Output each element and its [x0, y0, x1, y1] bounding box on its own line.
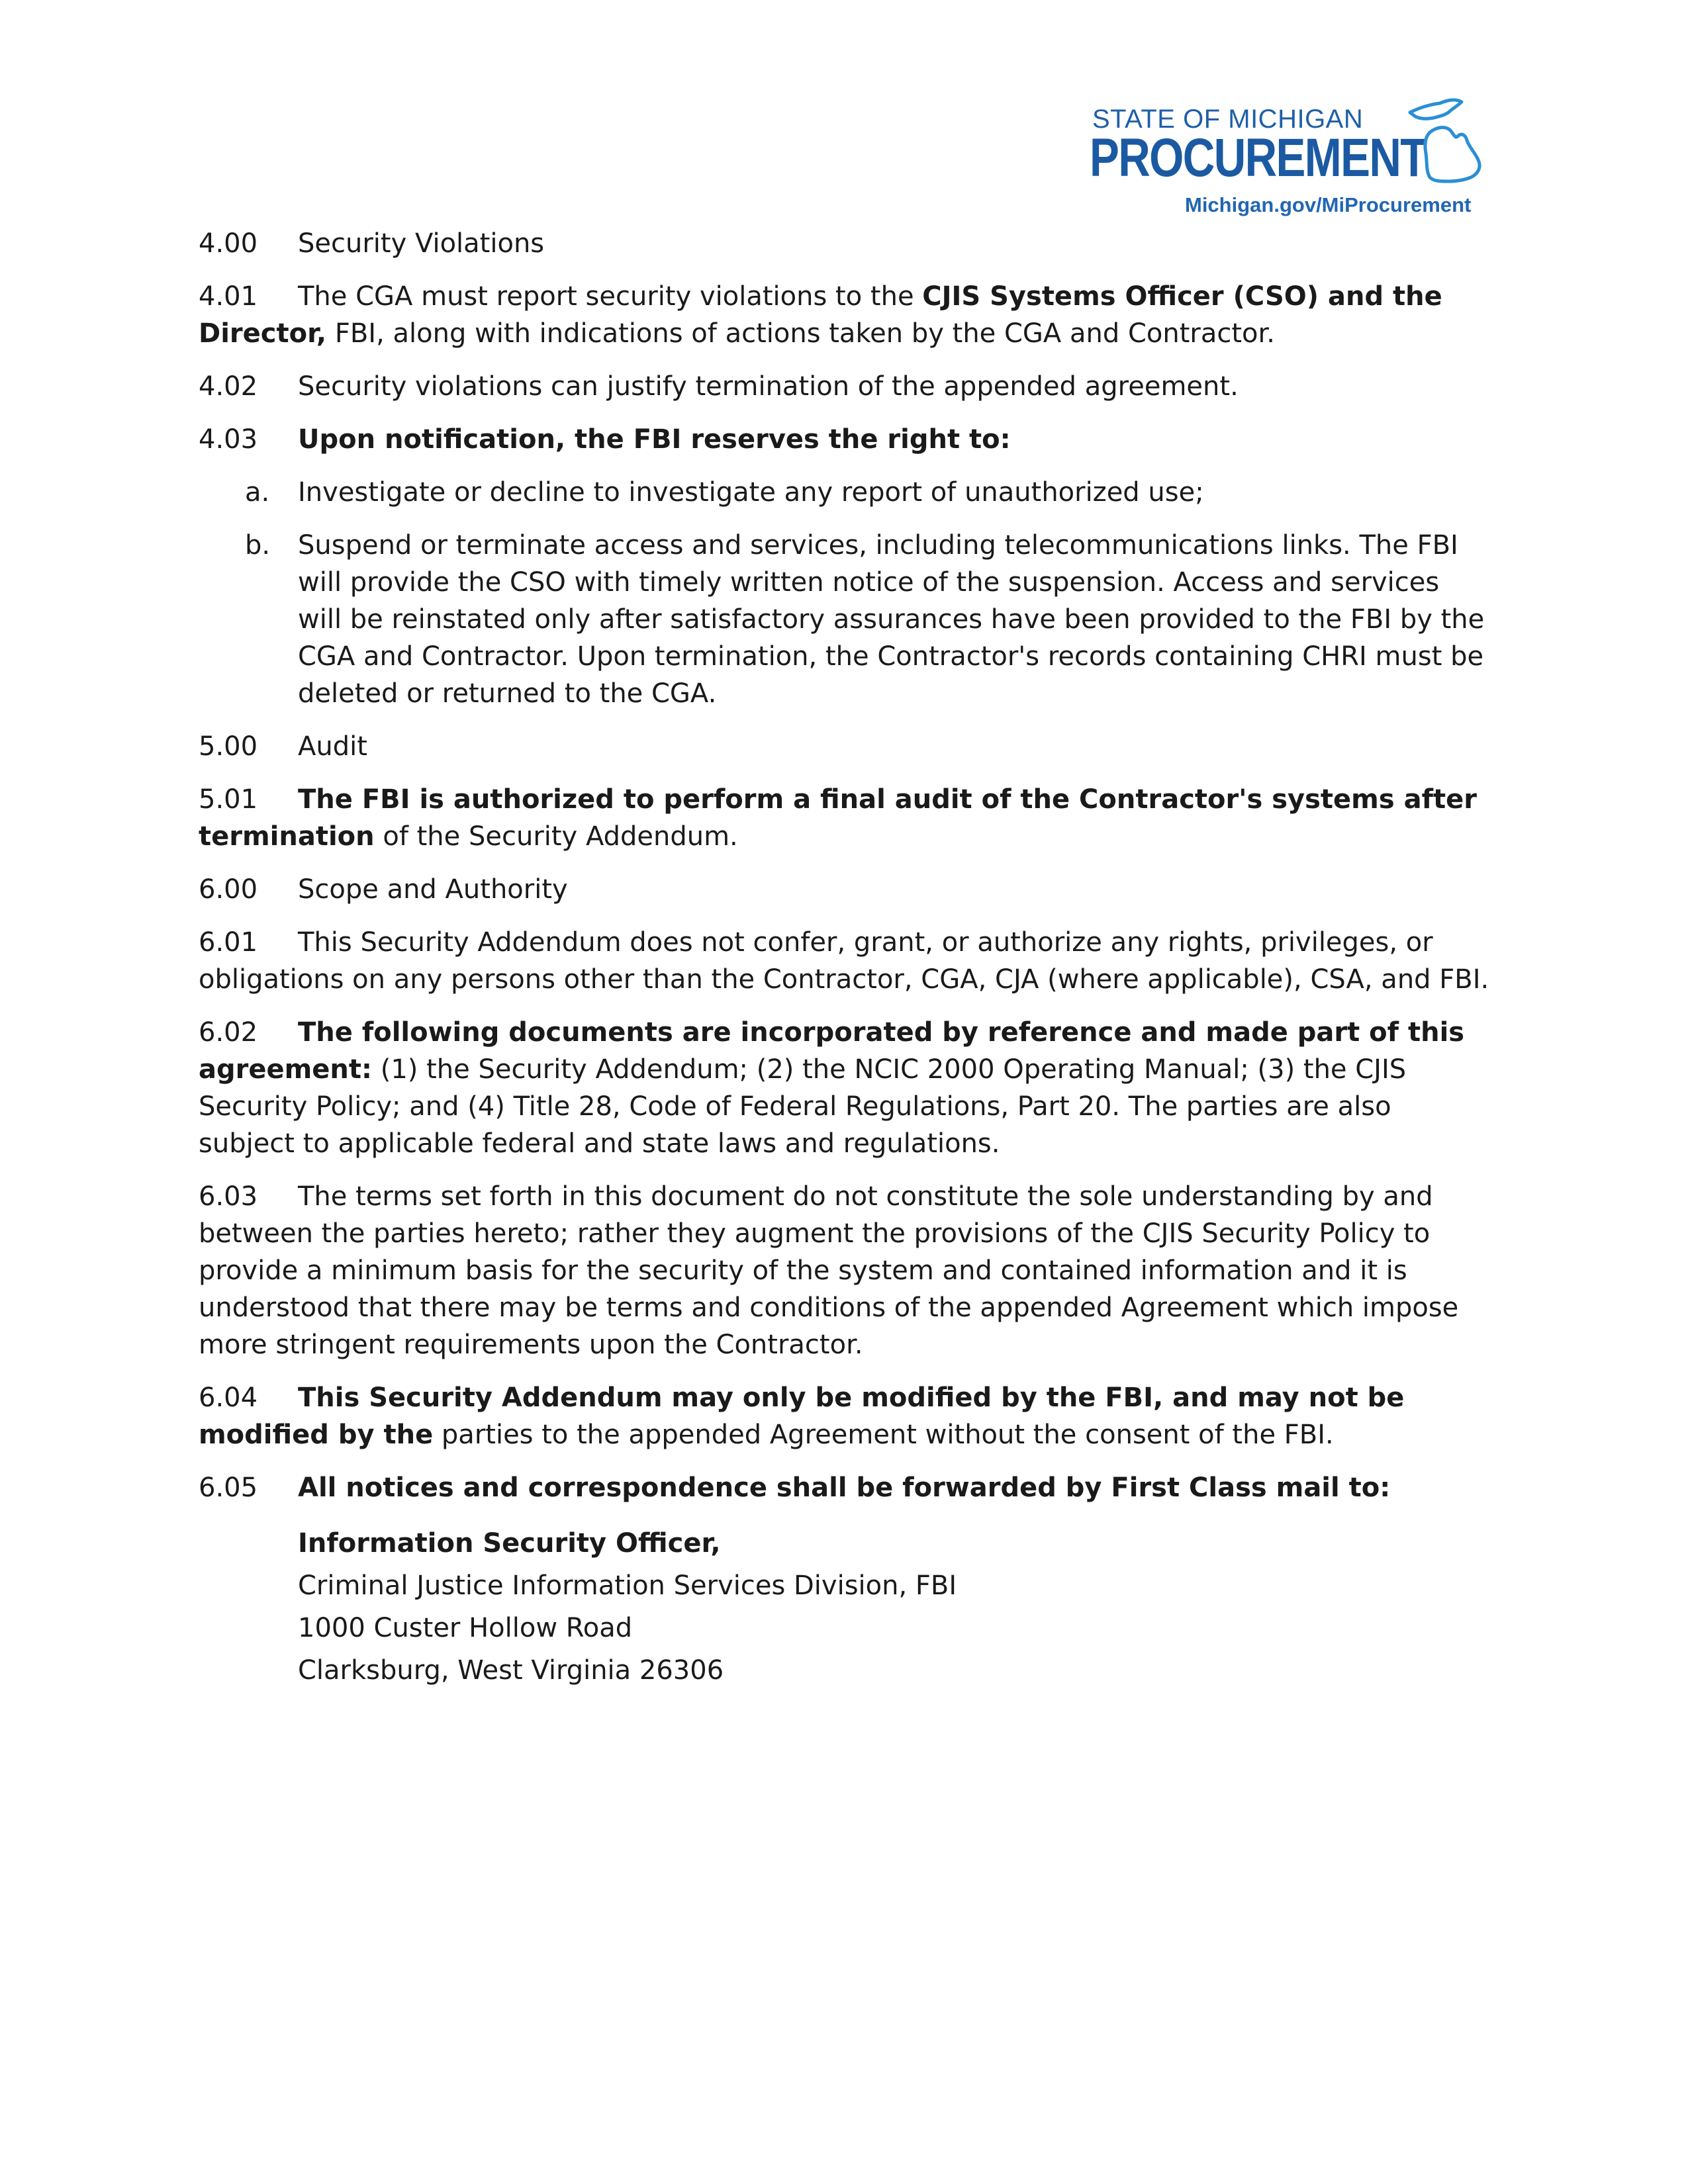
- section-heading: Scope and Authority: [298, 874, 568, 905]
- section-text-bold: Upon notification, the FBI reserves the right to:: [298, 424, 1011, 455]
- section-number: 4.02: [199, 371, 258, 402]
- address-line: Criminal Justice Information Services Division, FBI: [298, 1570, 957, 1601]
- section-number: 4.03: [199, 424, 258, 455]
- list-item: [199, 474, 1489, 511]
- logo-state-text: STATE OF MICHIGAN: [1092, 105, 1364, 134]
- section-number: 5.00: [199, 731, 258, 762]
- section-4-01: [199, 278, 1489, 352]
- section-text-bold: The following documents are incorporated by reference and made part of this agreement:: [199, 1017, 1465, 1085]
- section-6-00: [199, 871, 1489, 908]
- section-number: 6.01: [199, 927, 258, 958]
- section-heading: Security Violations: [298, 228, 545, 259]
- section-6-03: [199, 1178, 1489, 1363]
- section-text-bold: All notices and correspondence shall be forwarded by First Class mail to:: [298, 1473, 1391, 1503]
- michigan-map-icon: [1383, 93, 1496, 199]
- section-text: This Security Addendum does not confer, grant, or authorize any rights, privileges, or obligations on any persons other than the Contractor, CGA, CJA (where applicable), CSA, and FBI.: [199, 927, 1489, 995]
- section-number: 6.02: [199, 1017, 258, 1048]
- section-6-04: [199, 1379, 1489, 1453]
- section-number: 6.05: [199, 1473, 258, 1503]
- section-4-00: [199, 225, 1489, 262]
- section-4-02: [199, 368, 1489, 405]
- list-item-text: Investigate or decline to investigate any report of unauthorized use;: [298, 477, 1204, 508]
- section-number: 6.04: [199, 1383, 258, 1413]
- section-text: The terms set forth in this document do not constitute the sole understanding by and between the parties hereto; rather they augment the provisions of the CJIS Security Policy to provide a minimum basis for the security of the system and contained information and it is understood that there may be terms and conditions of the appended Agreement which impose more stringent requirements upon the Contractor.: [199, 1181, 1459, 1360]
- section-text-bold: CJIS Systems Officer (CSO) and the Director,: [199, 281, 1442, 349]
- section-number: 4.00: [199, 228, 258, 259]
- section-text: The CGA must report security violations to the: [298, 281, 923, 312]
- address-line: Information Security Officer,: [298, 1528, 721, 1559]
- list-item: [199, 527, 1489, 712]
- section-4-03: [199, 421, 1489, 458]
- section-text: (1) the Security Addendum; (2) the NCIC 2000 Operating Manual; (3) the CJIS Security Policy; and (4) Title 28, Code of Federal Regulations, Part 20. The parties are also subject to applicable federal and state laws and regulations.: [199, 1054, 1407, 1159]
- section-text-bold: The FBI is authorized to perform a final audit of the Contractor's systems after termination: [199, 784, 1477, 852]
- section-text-bold: This Security Addendum may only be modified by the FBI, and may not be modified by the: [199, 1383, 1405, 1450]
- address-line: Clarksburg, West Virginia 26306: [298, 1655, 724, 1686]
- logo-procurement-text: PROCUREMENT: [1090, 128, 1427, 188]
- section-6-01: [199, 924, 1489, 998]
- section-heading: Audit: [298, 731, 367, 762]
- logo-url: Michigan.gov/MiProcurement: [1185, 193, 1472, 216]
- section-text: Security violations can justify termination of the appended agreement.: [298, 371, 1239, 402]
- section-5-00: [199, 728, 1489, 765]
- michigan-procurement-logo: [1086, 93, 1496, 225]
- document-body: [199, 225, 1489, 1692]
- section-6-02: [199, 1014, 1489, 1162]
- section-text: of the Security Addendum.: [374, 821, 738, 852]
- section-number: 4.01: [199, 281, 258, 312]
- section-5-01: [199, 781, 1489, 855]
- section-number: 6.00: [199, 874, 258, 905]
- mailing-address: [298, 1522, 1489, 1692]
- section-number: 6.03: [199, 1181, 258, 1212]
- section-text: FBI, along with indications of actions taken by the CGA and Contractor.: [326, 318, 1275, 349]
- address-line: 1000 Custer Hollow Road: [298, 1613, 633, 1643]
- section-6-05: [199, 1469, 1489, 1506]
- section-number: 5.01: [199, 784, 258, 815]
- section-text: parties to the appended Agreement without the consent of the FBI.: [433, 1420, 1334, 1450]
- list-item-text: Suspend or terminate access and services, including telecommunications links. The FBI will provide the CSO with timely written notice of the suspension. Access and services will be reinstated only after satisfactory assurances have been provided to the FBI by the CGA and Contractor. Upon termination, the Contractor's records containing CHRI must be deleted or returned to the CGA.: [298, 530, 1485, 709]
- list-item-letter: b.: [245, 530, 271, 561]
- list-item-letter: a.: [245, 477, 270, 508]
